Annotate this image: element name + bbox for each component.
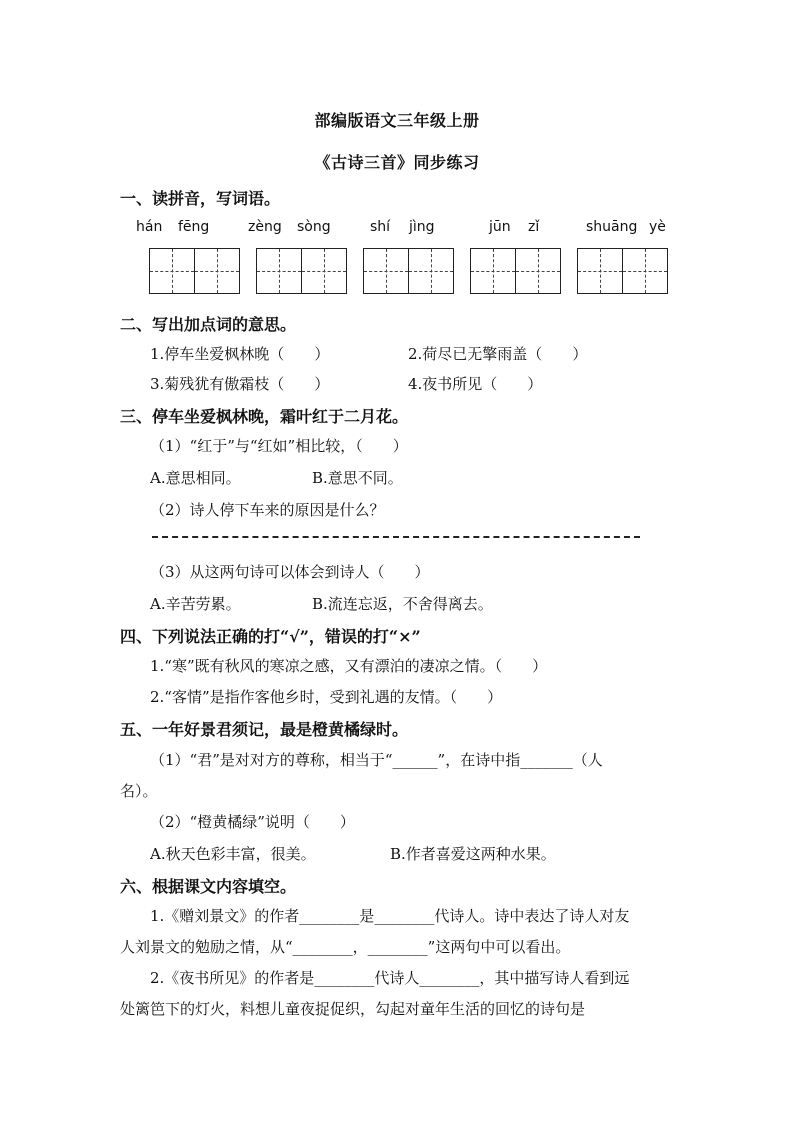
section-2-heading: 二、写出加点词的意思。 xyxy=(120,315,297,334)
tianzige-box-3[interactable] xyxy=(363,248,453,294)
section-3-q1-option-b[interactable]: B.意思不同。 xyxy=(312,469,403,487)
tianzige-box-5[interactable] xyxy=(577,248,667,294)
pinyin-4b: zǐ xyxy=(528,219,540,235)
tianzige-cell[interactable] xyxy=(622,248,668,294)
section-3-question-2: （2）诗人停下车来的原因是什么？ xyxy=(150,501,385,519)
tianzige-cell[interactable] xyxy=(363,248,409,294)
section-5-question-1-cont: 名）。 xyxy=(120,782,158,800)
tianzige-cell[interactable] xyxy=(149,248,195,294)
tianzige-cell[interactable] xyxy=(301,248,347,294)
section-6-paragraph-2: 2.《夜书所见》的作者是________代诗人________，其中描写诗人看到远 xyxy=(150,969,630,987)
section-5-q2-option-a[interactable]: A.秋天色彩丰富，很美。 xyxy=(150,845,316,863)
answer-line[interactable] xyxy=(152,536,640,538)
section-3-question-3: （3）从这两句诗可以体会到诗人（ ） xyxy=(150,563,430,581)
pinyin-2a: zèng xyxy=(248,219,282,235)
section-2-item-4: 4.夜书所见（ ） xyxy=(408,375,543,393)
worksheet-subtitle: 《古诗三首》同步练习 xyxy=(314,153,480,172)
section-2-item-3: 3.菊残犹有傲霜枝（ ） xyxy=(150,375,330,393)
tianzige-cell[interactable] xyxy=(515,248,561,294)
section-3-q1-option-a[interactable]: A.意思相同。 xyxy=(150,469,241,487)
section-6-paragraph-2-cont: 处篱笆下的灯火，料想儿童夜捉促织，勾起对童年生活的回忆的诗句是 xyxy=(120,1000,586,1018)
tianzige-box-1[interactable] xyxy=(149,248,239,294)
section-6-paragraph-1: 1.《赠刘景文》的作者________是________代诗人。诗中表达了诗人对友 xyxy=(150,907,630,925)
section-2-item-2: 2.荷尽已无擎雨盖（ ） xyxy=(408,345,588,363)
section-5-question-2: （2）“橙黄橘绿”说明（ ） xyxy=(150,813,355,831)
worksheet-title: 部编版语文三年级上册 xyxy=(314,111,480,130)
pinyin-2b: sòng xyxy=(297,219,331,235)
section-5-question-1: （1）“君”是对对方的尊称，相当于“______”，在诗中指_______（人 xyxy=(150,751,603,769)
section-5-q2-option-b[interactable]: B.作者喜爱这两种水果。 xyxy=(390,845,556,863)
tianzige-cell[interactable] xyxy=(256,248,302,294)
tianzige-box-4[interactable] xyxy=(470,248,560,294)
section-3-heading: 三、停车坐爱枫林晚，霜叶红于二月花。 xyxy=(120,407,409,426)
section-4-heading: 四、下列说法正确的打“√”，错误的打“×” xyxy=(120,627,421,646)
tianzige-box-2[interactable] xyxy=(256,248,346,294)
section-3-question-1: （1）“红于”与“红如”相比较，（ ） xyxy=(150,437,408,455)
tianzige-cell[interactable] xyxy=(194,248,240,294)
tianzige-cell[interactable] xyxy=(577,248,623,294)
section-4-item-1: 1.“寒”既有秋风的寒凉之感，又有漂泊的凄凉之情。（ ） xyxy=(150,657,548,675)
tianzige-cell[interactable] xyxy=(470,248,516,294)
section-3-q3-option-a[interactable]: A.辛苦劳累。 xyxy=(150,595,241,613)
section-5-heading: 五、一年好景君须记，最是橙黄橘绿时。 xyxy=(120,720,409,739)
section-6-heading: 六、根据课文内容填空。 xyxy=(120,877,297,896)
pinyin-4a: jūn xyxy=(489,219,511,235)
section-3-q3-option-b[interactable]: B.流连忘返，不舍得离去。 xyxy=(312,595,493,613)
section-2-item-1: 1.停车坐爱枫林晚（ ） xyxy=(150,345,330,363)
pinyin-5b: yè xyxy=(649,219,666,235)
section-4-item-2: 2.“客情”是指作客他乡时，受到礼遇的友情。（ ） xyxy=(150,688,503,706)
pinyin-3b: jìng xyxy=(409,219,435,235)
section-1-heading: 一、读拼音，写词语。 xyxy=(120,189,281,208)
pinyin-3a: shí xyxy=(370,219,391,235)
pinyin-1b: fēng xyxy=(178,219,210,235)
pinyin-1a: hán xyxy=(136,219,163,235)
pinyin-5a: shuāng xyxy=(586,219,638,235)
tianzige-cell[interactable] xyxy=(408,248,454,294)
section-6-paragraph-1-cont: 人刘景文的勉励之情，从“________，________”这两句中可以看出。 xyxy=(120,938,571,956)
